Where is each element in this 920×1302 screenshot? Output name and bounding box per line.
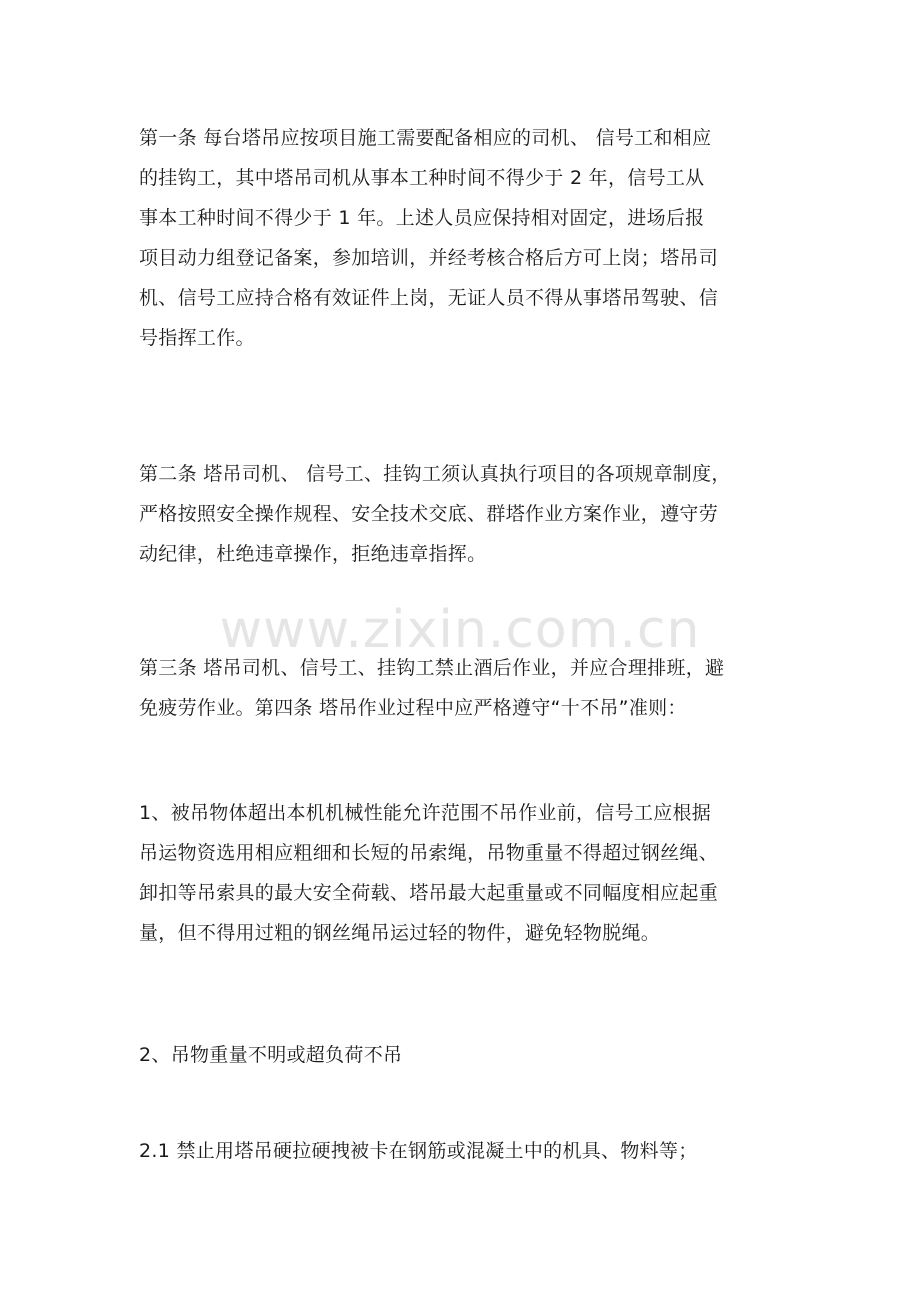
paragraph-line: 号指挥工作。 — [139, 327, 255, 349]
paragraph-line: 项目动力组登记备案，参加培训，并经考核合格后方可上岗；塔吊司 — [139, 247, 719, 269]
paragraph-line: 严格按照安全操作规程、安全技术交底、群塔作业方案作业，遵守劳 — [139, 503, 719, 525]
article-1-paragraph — [139, 118, 799, 358]
paragraph-line: 免疲劳作业。第四条 塔吊作业过程中应严格遵守“十不吊”准则： — [139, 697, 687, 719]
paragraph-line: 第一条 每台塔吊应按项目施工需要配备相应的司机、 信号工和相应 — [139, 127, 712, 149]
paragraph-line: 量，但不得用过粗的钢丝绳吊运过轻的物件，避免轻物脱绳。 — [139, 922, 661, 944]
paragraph-line: 卸扣等吊索具的最大安全荷载、塔吊最大起重量或不同幅度相应起重 — [139, 882, 719, 904]
paragraph-line: 2、吊物重量不明或超负荷不吊 — [139, 1044, 403, 1066]
paragraph-line: 1、被吊物体超出本机机械性能允许范围不吊作业前，信号工应根据 — [139, 802, 712, 824]
article-3-4-paragraph — [139, 648, 799, 728]
paragraph-line: 第三条 塔吊司机、信号工、挂钩工禁止酒后作业，并应合理排班，避 — [139, 657, 725, 679]
paragraph-line: 的挂钩工，其中塔吊司机从事本工种时间不得少于 2 年，信号工从 — [139, 167, 705, 189]
article-2-paragraph — [139, 454, 799, 574]
rule-2-paragraph — [139, 1035, 799, 1075]
paragraph-line: 第二条 塔吊司机、 信号工、挂钩工须认真执行项目的各项规章制度， — [139, 463, 731, 485]
paragraph-line: 机、信号工应持合格有效证件上岗，无证人员不得从事塔吊驾驶、信 — [139, 287, 719, 309]
rule-2-1-paragraph — [139, 1131, 799, 1171]
paragraph-line: 动纪律，杜绝违章操作，拒绝违章指挥。 — [139, 543, 487, 565]
paragraph-line: 事本工种时间不得少于 1 年。上述人员应保持相对固定，进场后报 — [139, 207, 705, 229]
paragraph-line: 2.1 禁止用塔吊硬拉硬拽被卡在钢筋或混凝土中的机具、物料等； — [139, 1140, 698, 1162]
rule-1-paragraph — [139, 793, 799, 953]
watermark: www.zixin.com.cn — [219, 600, 701, 660]
paragraph-line: 吊运物资选用相应粗细和长短的吊索绳，吊物重量不得超过钢丝绳、 — [139, 842, 719, 864]
